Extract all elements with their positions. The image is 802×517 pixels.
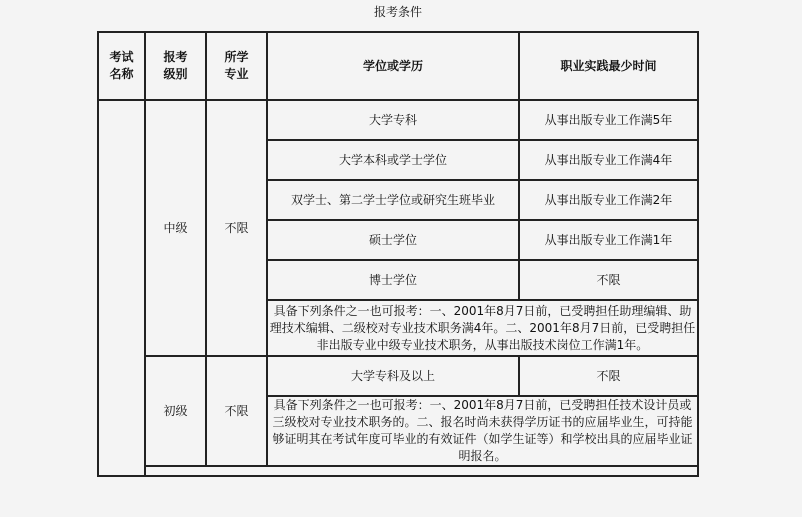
degree-cell: 硕士学位 — [267, 220, 519, 260]
degree-cell: 博士学位 — [267, 260, 519, 300]
degree-cell: 双学士、第二学士学位或研究生班毕业 — [267, 180, 519, 220]
major-cell-junior: 不限 — [206, 356, 267, 466]
header-major — [206, 32, 267, 100]
degree-cell: 大学本科或学士学位 — [267, 140, 519, 180]
table-row — [98, 466, 698, 476]
exam-conditions-table — [97, 31, 699, 477]
header-level-line1: 报考 — [163, 50, 188, 64]
practice-cell: 从事出版专业工作满5年 — [519, 100, 698, 140]
practice-cell: 不限 — [519, 356, 698, 396]
header-exam-name-line1: 考试 — [109, 50, 134, 64]
header-degree: 学位或学历 — [267, 32, 519, 100]
level-cell-junior: 初级 — [145, 356, 206, 466]
degree-cell: 大学专科及以上 — [267, 356, 519, 396]
header-level-line2: 级别 — [163, 67, 188, 81]
major-cell-intermediate: 不限 — [206, 100, 267, 356]
header-major-line1: 所学 — [224, 50, 249, 64]
table-row — [98, 356, 698, 396]
practice-cell: 不限 — [519, 260, 698, 300]
header-exam-name-line2: 名称 — [109, 67, 134, 81]
practice-cell: 从事出版专业工作满2年 — [519, 180, 698, 220]
next-section-cell — [145, 466, 698, 476]
practice-cell: 从事出版专业工作满1年 — [519, 220, 698, 260]
note-cell-junior: 具备下列条件之一也可报考：一、2001年8月7日前，已受聘担任技术设计员或三级校对专业技术职务的。二、报名时尚未获得学历证书的应届毕业生，可持能够证明其在考试年度可毕业的有效证件（如学生证等）和学校出具的应届毕业证明报名。 — [267, 396, 698, 466]
header-major-line2: 专业 — [224, 67, 249, 81]
level-cell-intermediate: 中级 — [145, 100, 206, 356]
table-row — [98, 100, 698, 140]
practice-cell: 从事出版专业工作满4年 — [519, 140, 698, 180]
exam-name-cell — [98, 100, 145, 476]
header-exam-name — [98, 32, 145, 100]
header-practice: 职业实践最少时间 — [519, 32, 698, 100]
degree-cell: 大学专科 — [267, 100, 519, 140]
header-level — [145, 32, 206, 100]
note-cell-intermediate: 具备下列条件之一也可报考：一、2001年8月7日前，已受聘担任助理编辑、助理技术编辑、二级校对专业技术职务满4年。二、2001年8月7日前，已受聘担任非出版专业中级专业技术职务，从事出版技术岗位工作满1年。 — [267, 300, 698, 356]
header-row — [98, 32, 698, 100]
table-caption: 报考条件 — [373, 5, 422, 19]
